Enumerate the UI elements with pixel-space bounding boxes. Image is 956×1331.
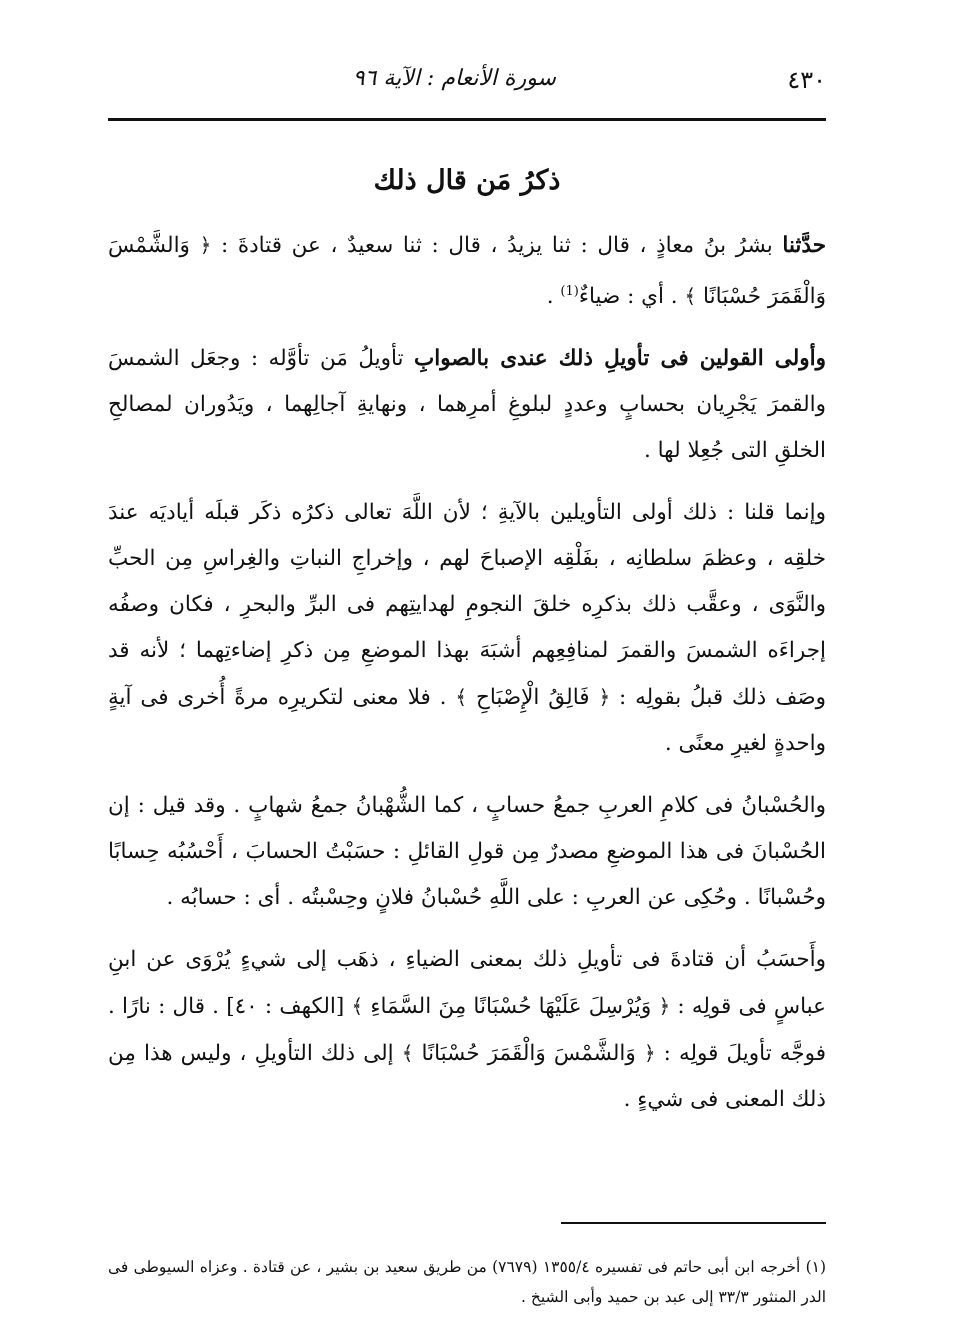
paragraph-2 — [108, 336, 826, 474]
quran-bracket-open: ﴿ — [199, 233, 212, 257]
paragraph-text: . قال : نارًا . فوجَّه تأويلَ قولِه : — [108, 994, 826, 1067]
quran-bracket-open: ﴿ — [658, 994, 671, 1019]
section-heading: ذكرُ مَن قال ذلك — [373, 165, 561, 196]
footnote-rule — [561, 1222, 826, 1224]
narration-lead: حدَّثنا — [782, 233, 826, 258]
paragraph-text: والحُسْبانُ فى كلامِ العربِ جمعُ حسابٍ ، كما الشُّهْبانُ جمعُ شهابٍ . وقد قيل : إن الحُسْبانَ فى هذا الموضعِ مصدرٌ مِن قولِ القائلِ : حسَبْتُ الحسابَ ، أَحْسُبُه حِسابًا وحُسْبانًا . وحُكِى عن العربِ : على اللَّهِ حُسْبانُ فلانٍ وحِسْبتُه . أى : حسابُه . — [108, 793, 826, 911]
surah-title: سورة الأنعام : الآية ٩٦ — [352, 66, 556, 91]
quran-verse: وَالشَّمْسَ وَالْقَمَرَ حُسْبَانًا — [413, 1041, 644, 1067]
paragraph-5 — [108, 937, 826, 1123]
quran-verse: وَيُرْسِلَ عَلَيْهَا حُسْبَانًا مِنَ السَّمَاءِ — [363, 994, 659, 1020]
surah-citation: [الكهف : ٤٠] — [219, 994, 352, 1020]
paragraph-lead: وأولى القولين فى تأويلِ ذلك عندى بالصوابِ — [414, 346, 827, 372]
paragraph-4 — [108, 783, 826, 921]
paragraph-text: وأَحسَبُ أن قتادةَ فى تأويلِ ذلك بمعنى الضياءِ ، ذهَب إلى شيءٍ يُرْوَى عن ابنِ عباسٍ فى قولِه : — [108, 947, 826, 1020]
quran-bracket-close: ﴾ — [401, 1041, 414, 1066]
book-page — [108, 0, 826, 1331]
paragraph-text: . أي : ضياءٌ — [578, 284, 685, 310]
paragraph-1 — [108, 222, 826, 320]
quran-verse: فَالِقُ الْإِصْبَاحِ — [467, 685, 599, 711]
quran-bracket-close: ﴾ — [684, 284, 697, 309]
paragraph-text: . فلا معنى لتكريرِه مرةً أُخرى فى آيةٍ واحدةٍ لغيرِ معنًى . — [108, 685, 826, 757]
footnote-marker[interactable]: (1) — [560, 284, 579, 299]
footnotes — [108, 1252, 826, 1312]
quran-verse: وَالشَّمْسَ وَالْقَمَرَ حُسْبَانًا — [108, 233, 826, 310]
paragraph-text: . — [546, 284, 561, 310]
paragraph-text: إلى ذلك التأويلِ ، وليس هذا مِن ذلك المعنى فى شيءٍ . — [108, 1041, 826, 1113]
quran-bracket-close: ﴾ — [351, 994, 364, 1019]
footnote-1: (١) أخرجه ابن أبى حاتم فى تفسيره ١٣٥٥/٤ (٧٦٧٩) من طريق سعيد بن بشير ، عن قتادة . وعزاه السيوطى فى الدر المنثور ٣٣/٣ إلى عبد بن حميد وأبى الشيخ . — [108, 1258, 827, 1306]
paragraph-text: تأويلُ مَن تأوَّله : وجعَل الشمسَ والقمرَ يَجْرِيان بحسابٍ وعددٍ لبلوغِ أمرِهما ، ونهايةِ آجالِهما ، ويَدُوران لمصالحِ الخلقِ التى جُعِلا لها . — [108, 346, 826, 464]
paragraph-text: وإنما قلنا : ذلك أولى التأويلين بالآيةِ ؛ لأن اللَّهَ تعالى ذكرُه ذكَر قبلَه أياديَه عندَ خلقِه ، وعظمَ سلطانِه ، بفَلْقِه الإصباحَ لهم ، وإخراجِ النباتِ والغِراسِ مِن الحبِّ والنَّوَى ، وعقَّب ذلك بذكرِه خلقَ النجومِ لهدايتِهم فى البرِّ والبحرِ ، فكان وصفُه إجراءَه الشمسَ والقمرَ لمنافِعِهم أشبَهَ بهذا الموضعِ مِن ذكرِ إضاءتِهما ؛ لأنه قد وصَف ذلك قبلُ بقولِه : — [108, 500, 826, 711]
quran-bracket-close: ﴾ — [455, 685, 468, 710]
page-number: ٤٣٠ — [787, 66, 826, 94]
quran-bracket-open: ﴿ — [598, 685, 611, 710]
header-rule — [108, 118, 826, 121]
quran-bracket-open: ﴿ — [643, 1041, 656, 1066]
paragraph-3 — [108, 490, 826, 767]
body-text — [108, 222, 826, 1139]
running-head — [108, 60, 826, 100]
paragraph-text: بشرُ بنُ معاذٍ ، قال : ثنا يزيدُ ، قال : ثنا سعيدٌ ، عن قتادةَ : — [211, 233, 783, 258]
